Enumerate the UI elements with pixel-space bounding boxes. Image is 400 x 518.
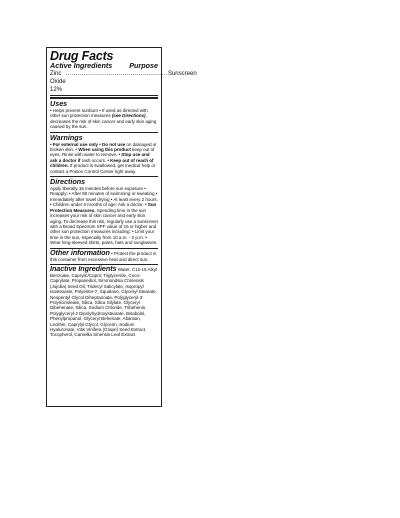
other-information-heading: Other information	[50, 247, 110, 257]
directions-heading: Directions	[50, 177, 86, 187]
inactive-ingredients-text: Water, C12-15 Alkyl Benzoate, Caprylic/Capric Triglyceride, Coco-Caprylate, Propanediol, Simmondsia Chinensis (Jojoba) Seed Oil, Tridecyl Salicylate, Isopropyl Isostearate, Polyester-7, Squalane, Glyceryl Stearate, Neopentyl Glycol Diheptanoate, Polyglyceryl-3 Polyricinoleate, Silica, Silica Silylate, Glyceryl Dibehenate, Silica, Sodium Chloride, Tribehenin, Polyglyceryl-2 Dipolyhydroxystearate, Bisabolol, Phenylpropanol, Glyceryl Behenate, Allantoin, Lecithin, Caprylyl Glycol, Glycerin, Sodium Hyaluronate, Vitis Vinifera (Grape) Seed Extract, Tocopherol, Camellia Sinensis Leaf Extract	[50, 266, 157, 338]
active-ingredients-heading: Active Ingredients	[50, 61, 113, 70]
warnings-text: • For external use only • Do not use on damaged or broken skin. • When using this product keep out of eyes. Rinse with water to remove. • Stop use and ask a doctor if rash occurs. • Keep out of reach of children. If product is swallowed, get medical help or contact a Poison Control Center right away.	[50, 141, 157, 174]
ingredient-name: Zinc Oxide 12%	[50, 71, 66, 93]
inactive-ingredients-block	[50, 265, 158, 338]
directions-text: Apply liberally 15 minutes before sun exposure • Reapply: • After 80 minutes of swimming or sweating • Immediately after towel drying • At least every 2 hours. • Children under 6 months of age: Ask a doctor. • Sun Protection Measures. Spending time in the sun increases your risk of skin cancer and early skin aging. To decrease this risk, regularly use a sunscreen with a Broad Spectrum SPF value of 15 or higher and other sun protection measures including: • Limit your time in the sun, especially from 10 a.m. - 2 p.m. • Wear long-sleeved shirts, pants, hats and sunglasses.	[50, 186, 158, 246]
purpose-heading: Purpose	[129, 61, 158, 70]
drug-facts-panel	[46, 47, 197, 407]
active-ingredients-header-row	[50, 62, 158, 70]
ingredient-purpose: Sunscreen	[167, 71, 197, 77]
inactive-ingredients-heading: Inactive Ingredients	[50, 263, 117, 273]
drug-facts-title: Drug Facts	[50, 49, 114, 63]
uses-heading: Uses	[50, 99, 68, 108]
other-information-text: • Protect the product in this container from excessive heat and direct sun.	[50, 250, 157, 262]
other-information-block	[50, 249, 158, 262]
warnings-heading: Warnings	[50, 132, 83, 142]
uses-text: • Helps prevent sunburn • If used as directed with other sun protection measures (see Directions), decreases the risk of skin cancer and early skin aging caused by the sun.	[50, 108, 157, 130]
ingredient-leader-dots: ....................................................	[65, 71, 168, 77]
ingredient-row	[50, 70, 197, 96]
